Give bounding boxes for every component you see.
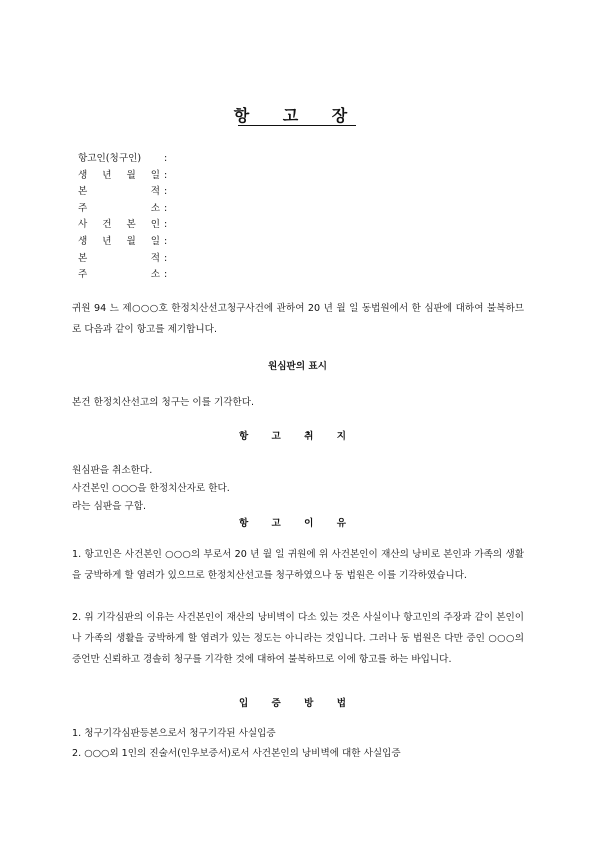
appeal-reason-2: 2. 위 기각심판의 이유는 사건본인이 재산의 낭비벽이 다소 있는 것은 사실이나 항고인의 주장과 같이 본인이나 가족의 생활을 궁박하게 할 염려가 있는 정도는 아니라는 것입니다. 그러나 동 법원은 다만 증인 ○○○의 증언만 신뢰하고 경솔히 청구를 기각한 것에 대하여 불복하므로 이에 항고를 하는 바입니다. [72,612,524,665]
appeal-purpose-line: 사건본인 ○○○을 한정치산자로 한다. [72,483,230,494]
original-judgment-heading: 원심판의 표시 [268,361,327,372]
party-colon: : [164,153,168,164]
appeal-purpose-line: 라는 심판을 구함. [72,501,147,512]
party-colon: : [164,202,168,214]
appeal-purpose-heading: 항 고 취 지 [238,431,357,442]
party-colon: : [164,252,168,264]
party-label: 본 적 [78,252,160,264]
appeal-purpose-line: 원심판을 취소한다. [72,465,153,476]
document-title: 항 고 장 [233,106,362,125]
party-label: 항고인(청구인) [78,153,142,164]
evidence-item: 1. 청구기각심판등본으로서 청구기각된 사실입증 [72,728,276,739]
evidence-item: 2. ○○○외 1인의 진술서(인우보증서)로서 사건본인의 낭비벽에 대한 사실입증 [72,748,401,759]
original-judgment-text: 본건 한정치산선고의 청구는 이를 기각한다. [72,397,255,408]
party-label: 사 건 본 인 [78,219,160,231]
party-row [78,168,167,185]
party-label: 생 년 월 일 [78,235,160,247]
party-info [78,151,167,284]
appeal-reason-1: 1. 항고인은 사건본인 ○○○의 부로서 20 년 월 일 귀원에 위 사건본인이 재산의 낭비로 본인과 가족의 생활을 궁박하게 할 염려가 있으므로 한정치산선고를 청구하였으나 동 법원은 이를 기각하였습니다. [72,549,524,581]
appeal-reason-heading: 항 고 이 유 [238,518,357,529]
party-label: 생 년 월 일 [78,169,160,181]
party-label: 주 소 [78,269,160,281]
party-row [78,217,167,234]
party-colon: : [164,235,168,247]
party-colon: : [164,169,168,181]
intro-paragraph: 귀원 94 느 제○○○호 한정치산선고청구사건에 관하여 20 년 월 일 동법원에서 한 심판에 대하여 불복하므로 다음과 같이 항고를 제기합니다. [72,303,524,335]
party-label: 주 소 [78,202,160,214]
party-row [78,201,167,218]
party-label: 본 적 [78,186,160,198]
party-row [78,251,167,268]
evidence-heading: 입 증 방 법 [238,698,357,709]
party-row [78,184,167,201]
party-colon: : [164,186,168,198]
party-row [78,234,167,251]
party-colon: : [164,219,168,231]
party-colon: : [164,269,168,281]
party-row [78,267,167,284]
title-underline [238,125,356,126]
party-row [78,151,167,168]
